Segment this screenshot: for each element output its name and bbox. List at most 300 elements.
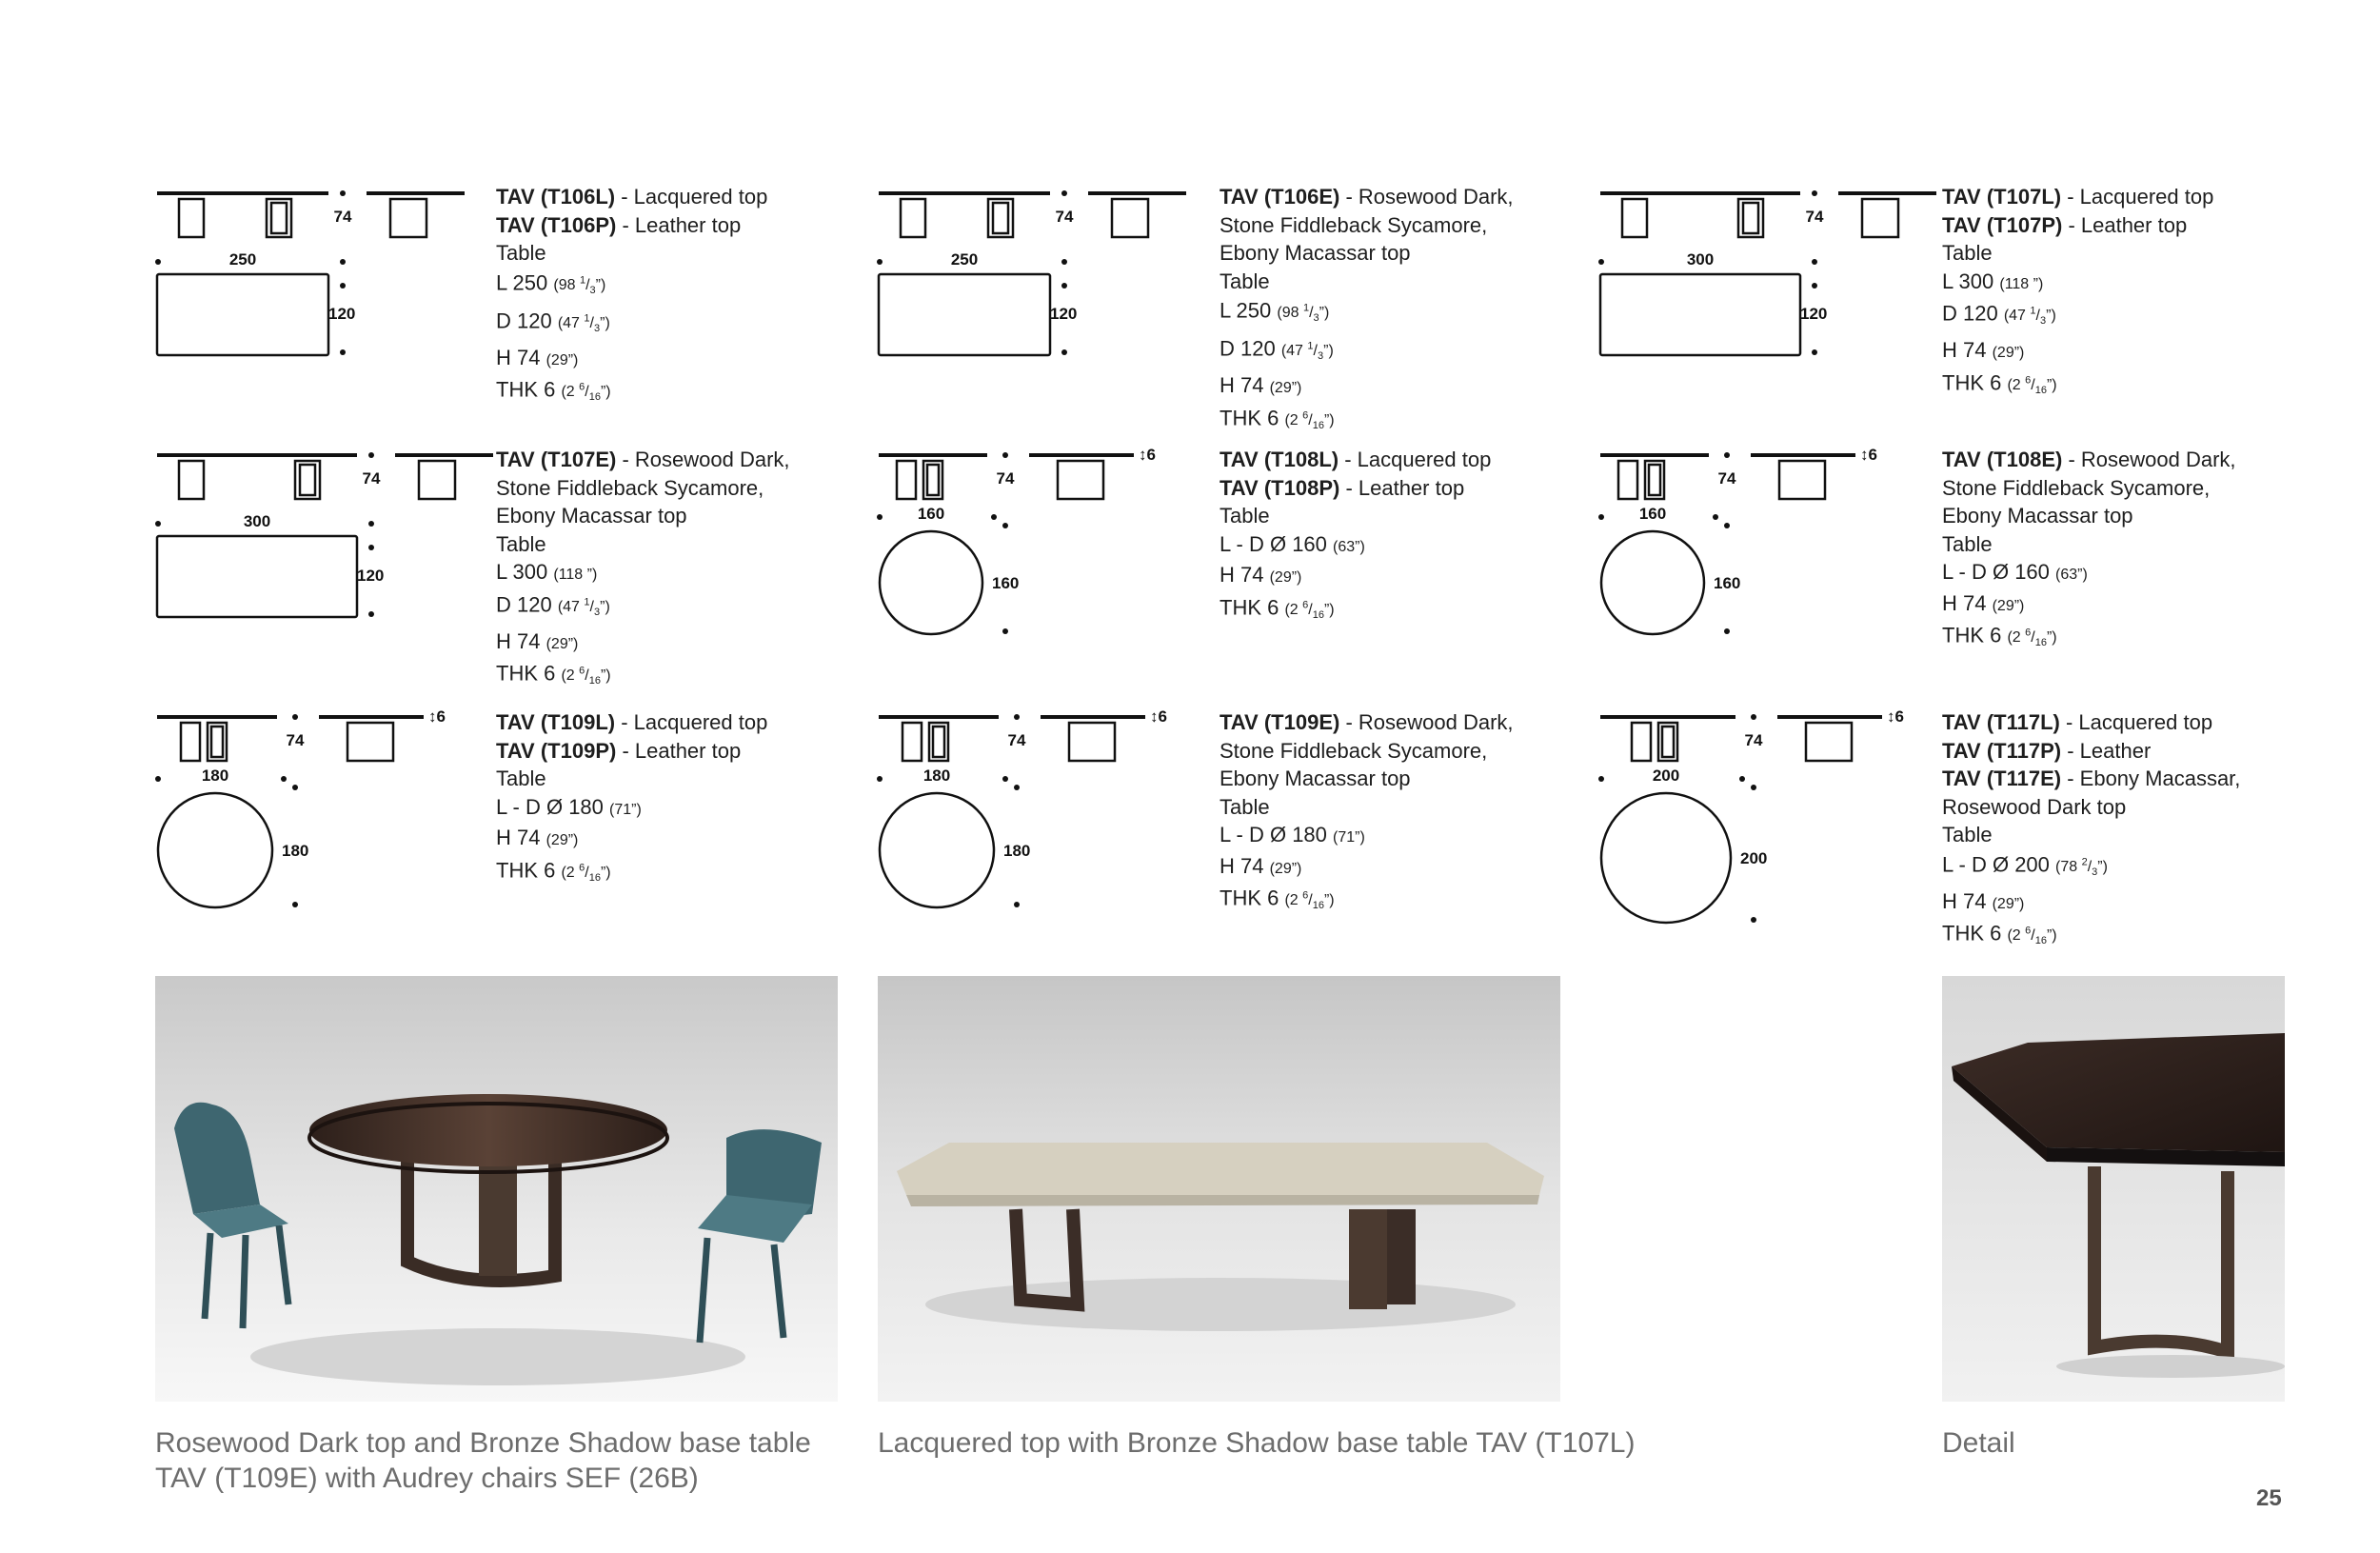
spec-text: THK 6 [1220, 594, 1285, 619]
fraction-numerator: 6 [1302, 890, 1309, 902]
spec-text: - Leather top [1339, 475, 1465, 500]
imperial-measure: (2 $^6/_{16}$”) [561, 862, 611, 885]
dimension-dot [1598, 776, 1604, 782]
dimension-dot [1724, 452, 1730, 458]
spec-line [1942, 849, 2240, 887]
fraction-numerator: 6 [2025, 374, 2032, 387]
spec-text: THK 6 [496, 377, 562, 402]
thickness-label: ↕6 [1860, 448, 1877, 464]
dimension-dot [340, 259, 346, 265]
spec-line [1220, 268, 1514, 296]
imperial-measure: (98 $^1/_3$”) [553, 274, 606, 297]
round-table-drawing [152, 709, 466, 919]
spec-line [1220, 765, 1514, 793]
product-code: TAV (T107P) [1942, 212, 2063, 237]
diameter-label: 160 [917, 505, 945, 523]
spec-line [1942, 887, 2240, 919]
spec-line [496, 211, 767, 240]
spec-line [1220, 333, 1514, 371]
dimension-dot [877, 776, 883, 782]
dimension-dot [1014, 902, 1020, 907]
spec-line [1220, 446, 1491, 474]
spec-line [1942, 268, 2213, 299]
dimension-dot [1751, 714, 1756, 720]
depth-label: 160 [1714, 574, 1741, 592]
imperial-measure: (118 ”) [1999, 275, 2044, 292]
dimension-dot [877, 259, 883, 265]
side-leg [1779, 461, 1825, 499]
spec-line [1220, 183, 1514, 211]
spec-text: THK 6 [1942, 921, 2008, 946]
spec-line [496, 374, 767, 412]
height-label: 74 [1744, 731, 1763, 749]
spec-block [1942, 708, 2240, 956]
imperial-measure: (47 $^1/_3$”) [557, 312, 610, 335]
spec-line [1942, 211, 2213, 240]
dimension-dot [1751, 785, 1756, 790]
height-label: 74 [1717, 469, 1736, 488]
product-code: TAV (T107L) [1942, 185, 2062, 209]
product-code: TAV (T106E) [1220, 185, 1340, 209]
dimension-dot [1598, 259, 1604, 265]
dimension-dot [1061, 283, 1067, 289]
imperial-measure: (29”) [545, 635, 579, 652]
dimension-dot [155, 521, 161, 527]
spec-text: Stone Fiddleback Sycamore, [496, 475, 764, 500]
spec-line [1220, 852, 1514, 884]
dimension-dot [340, 190, 346, 196]
plan-outline [157, 274, 328, 355]
dimension-dot [292, 785, 298, 790]
dimension-dot [1002, 452, 1008, 458]
spec-text: Table [496, 531, 546, 556]
spec-text: Rosewood Dark top [1942, 794, 2127, 819]
spec-text: THK 6 [496, 857, 562, 882]
dimension-dot [1739, 776, 1745, 782]
spec-text: Ebony Macassar top [1942, 504, 2133, 528]
spec-block [1220, 446, 1491, 630]
plan-outline [880, 531, 982, 634]
page-number: 25 [2256, 1485, 2282, 1511]
imperial-measure: (29”) [1269, 860, 1302, 877]
spec-block [1220, 183, 1514, 441]
spec-line [1942, 336, 2213, 368]
imperial-measure: (98 $^1/_3$”) [1277, 303, 1330, 325]
elevation-leg-inner [211, 727, 223, 757]
spec-line [1942, 708, 2240, 737]
fraction-denominator: 3 [1317, 350, 1324, 363]
fraction-numerator: 6 [1302, 599, 1309, 611]
spec-line [496, 502, 790, 530]
side-leg [390, 199, 426, 237]
spec-text: Table [1942, 823, 1993, 846]
spec-line [496, 658, 790, 696]
dimension-dot [155, 776, 161, 782]
spec-text: - Rosewood Dark, [616, 448, 790, 471]
product-code: TAV (T109P) [496, 738, 617, 763]
spec-line [496, 824, 767, 855]
fraction-numerator: 6 [2025, 926, 2032, 938]
spec-text: THK 6 [1942, 369, 2008, 394]
imperial-measure: (2 $^6/_{16}$”) [2007, 627, 2057, 649]
spec-line [496, 627, 790, 659]
imperial-measure: (71”) [609, 801, 642, 818]
spec-text: - Ebony Macassar, [2061, 767, 2241, 790]
spec-text: Table [1220, 794, 1270, 819]
dimension-dot [1061, 349, 1067, 355]
spec-line [496, 765, 767, 793]
spec-text: - Lacquered top [615, 185, 768, 209]
plan-outline [158, 793, 272, 907]
spec-line [1220, 592, 1491, 630]
side-leg [1806, 723, 1852, 761]
length-label: 300 [243, 512, 271, 530]
fraction-denominator: 3 [1313, 312, 1319, 325]
spec-text: L - D Ø 180 [1220, 823, 1334, 846]
spec-text: - Leather top [616, 212, 742, 237]
photo-rectangular-table [878, 976, 1560, 1402]
caption-photo1: Rosewood Dark top and Bronze Shadow base table TAV (T109E) with Audrey chairs SEF (26B) [155, 1427, 811, 1494]
round-table-drawing [1596, 448, 1910, 638]
product-code: TAV (T117E) [1942, 767, 2062, 790]
spec-text: L - D Ø 200 [1942, 851, 2056, 876]
spec-text: H 74 [496, 628, 546, 653]
imperial-measure: (2 $^6/_{16}$”) [1284, 599, 1335, 622]
spec-line [1220, 793, 1514, 822]
elevation-leg-inner [271, 203, 287, 233]
spec-line [1220, 737, 1514, 766]
product-code: TAV (T107E) [496, 448, 617, 471]
spec-line [1220, 530, 1491, 562]
spec-text: Table [1220, 269, 1270, 293]
imperial-measure: (78 $^2/_3$”) [2055, 856, 2108, 879]
height-label: 74 [333, 208, 352, 226]
depth-label: 120 [357, 567, 385, 585]
product-code: TAV (T108P) [1220, 475, 1340, 500]
elevation-leg-inner [933, 727, 944, 757]
imperial-measure: (29”) [1992, 597, 2025, 614]
spec-line [1942, 558, 2236, 589]
height-label: 74 [1055, 208, 1074, 226]
fraction-numerator: 6 [579, 666, 585, 678]
side-leg [419, 461, 455, 499]
fraction-numerator: 1 [584, 312, 590, 325]
dimension-dot [1061, 259, 1067, 265]
spec-line [496, 306, 767, 344]
depth-label: 200 [1740, 849, 1768, 867]
imperial-measure: (29”) [1992, 345, 2025, 362]
side-leg [1069, 723, 1115, 761]
dimension-dot [368, 452, 374, 458]
spec-text: L - D Ø 180 [496, 794, 610, 819]
plan-outline [1601, 531, 1704, 634]
spec-text: Stone Fiddleback Sycamore, [1942, 475, 2211, 500]
fraction-numerator: 1 [1302, 303, 1310, 314]
spec-line [1942, 821, 2240, 849]
dimension-dot [1061, 190, 1067, 196]
spec-text: Table [1942, 531, 1993, 556]
fraction-numerator: 6 [579, 862, 585, 874]
fraction-denominator: 16 [588, 675, 601, 687]
spec-text: H 74 [1942, 888, 1993, 913]
spec-text: L 250 [496, 269, 554, 294]
spec-text: L - D Ø 160 [1220, 531, 1334, 556]
spec-text: - Lacquered top [2061, 185, 2214, 209]
spec-line [1220, 371, 1514, 403]
spec-line [1942, 765, 2240, 793]
dimension-dot [1812, 190, 1817, 196]
spec-line [1220, 561, 1491, 592]
spec-text: L 300 [496, 560, 554, 584]
product-code: TAV (T117P) [1942, 738, 2062, 763]
thickness-label: ↕6 [1150, 709, 1167, 726]
height-label: 74 [996, 469, 1015, 488]
spec-text: THK 6 [496, 661, 562, 686]
dimension-dot [1751, 917, 1756, 923]
imperial-measure: (2 $^6/_{16}$”) [1284, 409, 1335, 432]
elevation-leg-left [897, 461, 916, 499]
spec-block [496, 446, 790, 696]
diameter-label: 180 [922, 767, 951, 785]
dimension-dot [292, 714, 298, 720]
depth-label: 160 [992, 574, 1020, 592]
dimension-dot [155, 259, 161, 265]
dimension-dot [1014, 785, 1020, 790]
dimension-dot [281, 776, 287, 782]
fraction-numerator: 1 [579, 274, 586, 287]
elevation-leg-inner [993, 203, 1008, 233]
spec-line [1942, 183, 2213, 211]
plan-outline [1600, 274, 1800, 355]
spec-line [1220, 211, 1514, 240]
dimension-dot [1812, 283, 1817, 289]
elevation-leg-left [179, 461, 204, 499]
spec-line [496, 344, 767, 375]
depth-label: 120 [1050, 305, 1078, 323]
fraction-denominator: 16 [2034, 637, 2047, 649]
fraction-denominator: 16 [1312, 420, 1324, 432]
fraction-denominator: 16 [2034, 935, 2047, 947]
dimension-dot [340, 349, 346, 355]
spec-line [496, 446, 790, 474]
side-leg [1112, 199, 1148, 237]
spec-line [496, 239, 767, 268]
dimension-dot [1724, 628, 1730, 634]
elevation-leg-inner [927, 465, 939, 495]
dimension-dot [292, 902, 298, 907]
fraction-numerator: 1 [1307, 341, 1314, 353]
thickness-label: ↕6 [1887, 709, 1904, 726]
length-label: 250 [228, 250, 257, 269]
dimension-dot [1002, 523, 1008, 528]
fraction-denominator: 3 [2092, 866, 2098, 879]
side-leg [1862, 199, 1898, 237]
elevation-leg-inner [300, 465, 315, 495]
height-label: 74 [1805, 208, 1824, 226]
imperial-measure: (71”) [1333, 829, 1365, 846]
spec-line [1942, 446, 2236, 474]
spec-line [1220, 502, 1491, 530]
spec-line [1220, 883, 1514, 921]
rect-table-drawing [1596, 186, 1938, 367]
plan-outline [879, 274, 1050, 355]
spec-text: - Lacquered top [1339, 448, 1492, 471]
spec-line [496, 737, 767, 766]
spec-text: - Leather [2061, 738, 2152, 763]
dimension-dot [1812, 349, 1817, 355]
spec-line [1220, 239, 1514, 268]
product-code: TAV (T106L) [496, 185, 616, 209]
dimension-dot [877, 514, 883, 520]
spec-text: - Lacquered top [2059, 710, 2213, 734]
spec-text: THK 6 [1220, 405, 1285, 429]
fraction-denominator: 3 [589, 285, 596, 297]
spec-line [1942, 737, 2240, 766]
spec-text: H 74 [496, 826, 546, 849]
spec-text: H 74 [1942, 590, 1993, 615]
spec-text: - Leather top [2062, 212, 2188, 237]
diameter-label: 180 [201, 767, 229, 785]
dimension-dot [1598, 514, 1604, 520]
spec-line [1942, 530, 2236, 559]
spec-text: Table [1220, 504, 1270, 528]
fraction-denominator: 3 [2039, 315, 2047, 328]
spec-line [496, 183, 767, 211]
fraction-denominator: 16 [588, 391, 601, 404]
imperial-measure: (118 ”) [553, 567, 598, 583]
plan-outline [157, 536, 357, 617]
spec-text: D 120 [1220, 336, 1281, 361]
fraction-denominator: 16 [1312, 900, 1324, 912]
spec-text: L - D Ø 160 [1942, 560, 2056, 584]
spec-text: D 120 [496, 308, 558, 332]
spec-text: H 74 [1942, 338, 1993, 363]
fraction-denominator: 16 [588, 872, 601, 885]
elevation-leg-left [901, 199, 925, 237]
photo-detail [1942, 976, 2285, 1402]
elevation-leg-left [181, 723, 200, 761]
spec-text: Ebony Macassar top [1220, 241, 1411, 265]
imperial-measure: (2 $^6/_{16}$”) [1284, 890, 1335, 912]
spec-text: - Rosewood Dark, [2062, 448, 2236, 471]
spec-text: Stone Fiddleback Sycamore, [1220, 212, 1488, 237]
photo-round-table-with-chairs [155, 976, 838, 1402]
spec-line [1220, 295, 1514, 333]
imperial-measure: (29”) [1269, 380, 1302, 397]
product-code: TAV (T117L) [1942, 710, 2060, 734]
elevation-leg-left [1622, 199, 1647, 237]
spec-text: H 74 [1220, 373, 1270, 398]
spec-text: Table [496, 241, 546, 265]
fraction-numerator: 6 [1302, 409, 1309, 422]
spec-block [1942, 446, 2236, 658]
plan-outline [1601, 793, 1731, 923]
spec-line [1220, 403, 1514, 441]
round-table-drawing [874, 448, 1188, 638]
spec-text: Table [496, 767, 546, 790]
spec-line [496, 474, 790, 503]
spec-text: - Leather top [616, 738, 742, 763]
height-label: 74 [1007, 731, 1026, 749]
spec-line [1942, 793, 2240, 822]
spec-text: Table [1942, 241, 1993, 265]
spec-line [496, 793, 767, 825]
fraction-denominator: 16 [2034, 385, 2047, 397]
height-label: 74 [362, 469, 381, 488]
rect-table-drawing [874, 186, 1188, 367]
spec-line [1220, 821, 1514, 852]
spec-text: Ebony Macassar top [496, 504, 687, 528]
caption-photo3: Detail [1942, 1427, 2015, 1459]
spec-text: D 120 [1942, 301, 2004, 326]
product-code: TAV (T108E) [1942, 448, 2063, 471]
spec-line [496, 558, 790, 589]
spec-block [496, 183, 767, 412]
spec-text: - Rosewood Dark, [1339, 710, 1514, 734]
spec-line [496, 855, 767, 893]
elevation-leg-left [1632, 723, 1651, 761]
spec-text: THK 6 [1220, 886, 1285, 910]
thickness-label: ↕6 [428, 709, 446, 726]
fraction-numerator: 1 [2030, 306, 2036, 317]
depth-label: 120 [328, 305, 356, 323]
fraction-numerator: 2 [2081, 856, 2088, 868]
spec-block [496, 708, 767, 893]
spec-line [1942, 474, 2236, 503]
spec-text: Stone Fiddleback Sycamore, [1220, 738, 1488, 763]
spec-block [1220, 708, 1514, 921]
spec-line [1942, 589, 2236, 621]
rect-table-drawing [152, 186, 466, 367]
spec-line [1942, 620, 2236, 658]
spec-text: THK 6 [1942, 623, 2008, 647]
spec-line [1220, 474, 1491, 503]
product-code: TAV (T109E) [1220, 710, 1340, 734]
caption-photo2: Lacquered top with Bronze Shadow base table TAV (T107L) [878, 1427, 1636, 1459]
spec-text: L 250 [1220, 298, 1278, 323]
imperial-measure: (47 $^1/_3$”) [557, 596, 610, 619]
spec-line [496, 530, 790, 559]
dimension-dot [368, 521, 374, 527]
elevation-leg-inner [1743, 203, 1758, 233]
spec-line [496, 708, 767, 737]
imperial-measure: (29”) [545, 832, 579, 848]
spec-text: D 120 [496, 591, 558, 616]
product-code: TAV (T108L) [1220, 448, 1339, 471]
imperial-measure: (63”) [1333, 538, 1365, 555]
spec-text: H 74 [1220, 563, 1270, 587]
fraction-numerator: 1 [584, 596, 590, 608]
rect-table-drawing [152, 448, 495, 628]
imperial-measure: (29”) [545, 351, 579, 368]
side-leg [1058, 461, 1103, 499]
round-table-drawing [874, 709, 1188, 919]
dimension-dot [1014, 714, 1020, 720]
depth-label: 180 [282, 842, 309, 860]
depth-label: 180 [1003, 842, 1031, 860]
imperial-measure: (2 $^6/_{16}$”) [2007, 926, 2057, 947]
dimension-dot [1002, 628, 1008, 634]
height-label: 74 [286, 731, 305, 749]
spec-line [1942, 298, 2213, 336]
spec-block [1942, 183, 2213, 406]
imperial-measure: (29”) [1269, 569, 1302, 586]
fraction-numerator: 6 [2025, 627, 2032, 639]
spec-line [1942, 239, 2213, 268]
spec-line [496, 589, 790, 627]
imperial-measure: (47 $^1/_3$”) [1280, 341, 1334, 363]
spec-line [1942, 918, 2240, 956]
